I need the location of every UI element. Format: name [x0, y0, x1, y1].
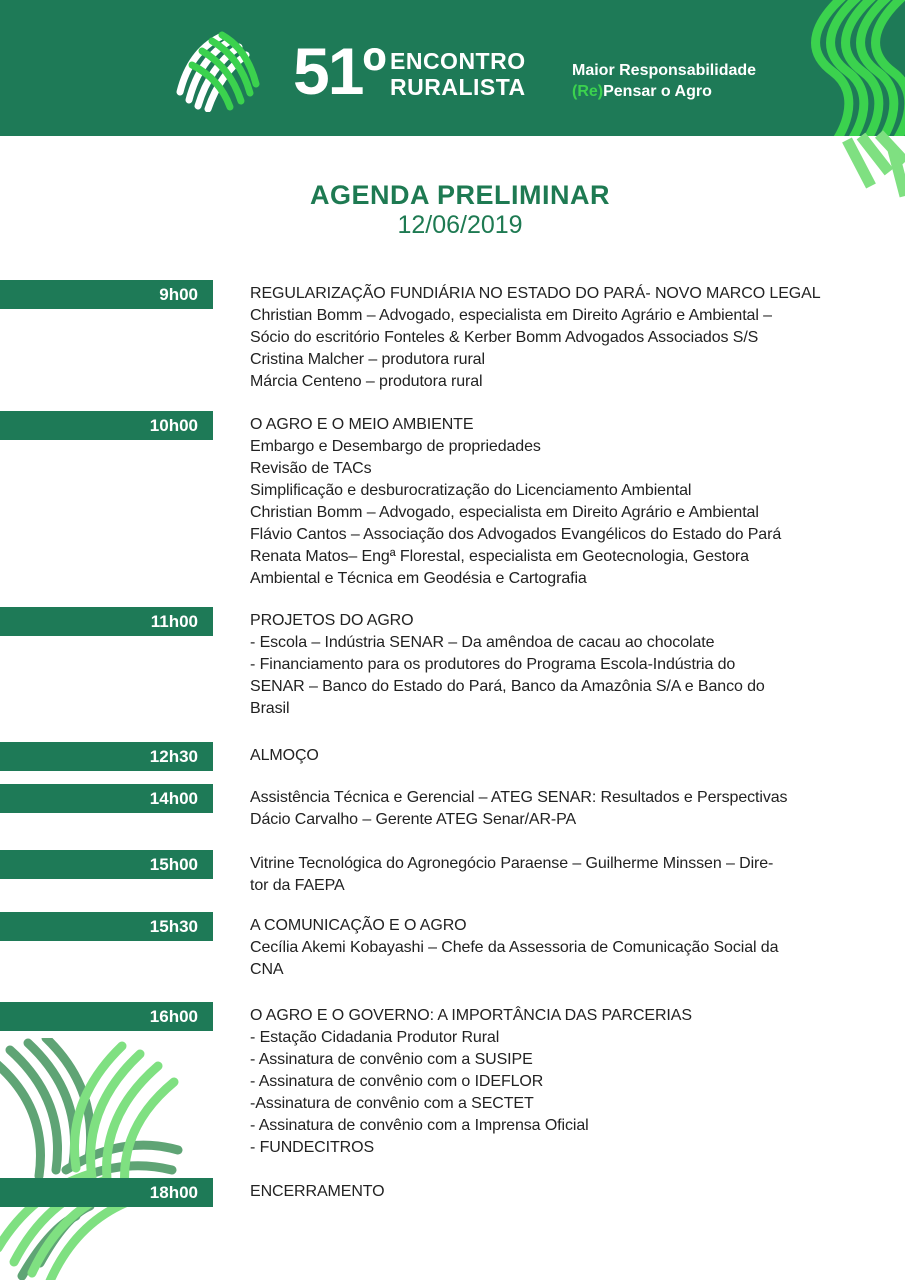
time-label: 16h00	[149, 1006, 198, 1026]
time-label: 12h30	[149, 746, 198, 766]
session-line: Simplificação e desburocratização do Licenciamento Ambiental	[250, 482, 692, 499]
session-title: ALMOÇO	[250, 747, 319, 764]
time-badge	[0, 742, 213, 771]
agenda-title: AGENDA PRELIMINAR	[309, 180, 610, 210]
session-line: Renata Matos– Engª Florestal, especialista em Geotecnologia, Gestora	[250, 548, 749, 565]
session-title: ENCERRAMENTO	[250, 1183, 385, 1200]
tagline-line2	[572, 81, 756, 102]
time-badge	[0, 1178, 213, 1207]
session-title: REGULARIZAÇÃO FUNDIÁRIA NO ESTADO DO PARÁ- NOVO MARCO LEGAL	[250, 285, 821, 302]
session-title: Vitrine Tecnológica do Agronegócio Paraense – Guilherme Minssen – Dire-	[250, 855, 774, 872]
time-label: 11h00	[150, 611, 198, 631]
ribbon-stripes-decoration	[765, 0, 905, 200]
event-tagline	[572, 60, 756, 102]
session-line: Cecília Akemi Kobayashi – Chefe da Assessoria de Comunicação Social da	[250, 939, 779, 956]
tagline-highlight: (Re)	[572, 83, 604, 100]
session-title: A COMUNICAÇÃO E O AGRO	[250, 917, 467, 934]
session-details	[250, 1005, 895, 1159]
session-line: tor da FAEPA	[250, 877, 345, 894]
time-label: 15h00	[149, 854, 198, 874]
session-title: PROJETOS DO AGRO	[250, 612, 414, 629]
session-line: - FUNDECITROS	[250, 1139, 375, 1156]
ribbon-knot-decoration	[0, 1038, 205, 1280]
session-line: Embargo e Desembargo de propriedades	[250, 438, 541, 455]
session-details	[250, 745, 895, 767]
session-line: - Escola – Indústria SENAR – Da amêndoa de cacau ao chocolate	[250, 634, 715, 651]
session-details	[250, 414, 895, 590]
edition-number: 51º	[293, 34, 385, 108]
time-badge	[0, 411, 213, 440]
session-title: O AGRO E O MEIO AMBIENTE	[250, 416, 474, 433]
session-line: -Assinatura de convênio com a SECTET	[250, 1095, 534, 1112]
session-line: Sócio do escritório Fonteles & Kerber Bomm Advogados Associados S/S	[250, 329, 759, 346]
wheat-sheaf-logo-icon	[170, 28, 268, 112]
session-line: Christian Bomm – Advogado, especialista em Direito Agrário e Ambiental	[250, 504, 759, 521]
session-details	[250, 915, 895, 981]
session-details	[250, 283, 895, 393]
session-details	[250, 787, 895, 831]
tagline-line1: Maior Responsabilidade	[572, 62, 757, 79]
session-line: Flávio Cantos – Associação dos Advogados Evangélicos do Estado do Pará	[250, 526, 782, 543]
event-name-line2: RURALISTA	[390, 74, 526, 100]
session-line: - Estação Cidadania Produtor Rural	[250, 1029, 500, 1046]
session-title: O AGRO E O GOVERNO: A IMPORTÂNCIA DAS PARCERIAS	[250, 1007, 692, 1024]
session-line: - Assinatura de convênio com o IDEFLOR	[250, 1073, 544, 1090]
session-line: Christian Bomm – Advogado, especialista em Direito Agrário e Ambiental –	[250, 307, 772, 324]
session-line: - Assinatura de convênio com a Imprensa Oficial	[250, 1117, 589, 1134]
session-details	[250, 1181, 895, 1203]
session-line: CNA	[250, 961, 284, 978]
time-label: 15h30	[149, 916, 198, 936]
tagline-line2-rest: Pensar o Agro	[603, 83, 712, 100]
time-badge	[0, 280, 213, 309]
time-label: 18h00	[149, 1182, 198, 1202]
session-line: Márcia Centeno – produtora rural	[250, 373, 483, 390]
event-name-line1: ENCONTRO	[390, 48, 526, 74]
time-badge	[0, 850, 213, 879]
session-details	[250, 610, 895, 720]
session-line: Cristina Malcher – produtora rural	[250, 351, 485, 368]
agenda-date: 12/06/2019	[397, 211, 523, 239]
time-label: 10h00	[149, 415, 198, 435]
session-line: SENAR – Banco do Estado do Pará, Banco da Amazônia S/A e Banco do	[250, 678, 765, 695]
session-line: Ambiental e Técnica em Geodésia e Cartografia	[250, 570, 587, 587]
time-badge	[0, 1002, 213, 1031]
session-line: Dácio Carvalho – Gerente ATEG Senar/AR-PA	[250, 811, 577, 828]
session-title: Assistência Técnica e Gerencial – ATEG SENAR: Resultados e Perspectivas	[250, 789, 788, 806]
session-line: - Assinatura de convênio com a SUSIPE	[250, 1051, 533, 1068]
session-line: Revisão de TACs	[250, 460, 372, 477]
time-label: 14h00	[149, 788, 198, 808]
time-label: 9h00	[159, 284, 198, 304]
session-line: - Financiamento para os produtores do Programa Escola-Indústria do	[250, 656, 736, 673]
time-badge	[0, 784, 213, 813]
session-details	[250, 853, 895, 897]
session-line: Brasil	[250, 700, 290, 717]
time-badge	[0, 607, 213, 636]
event-name	[390, 48, 526, 100]
time-badge	[0, 912, 213, 941]
